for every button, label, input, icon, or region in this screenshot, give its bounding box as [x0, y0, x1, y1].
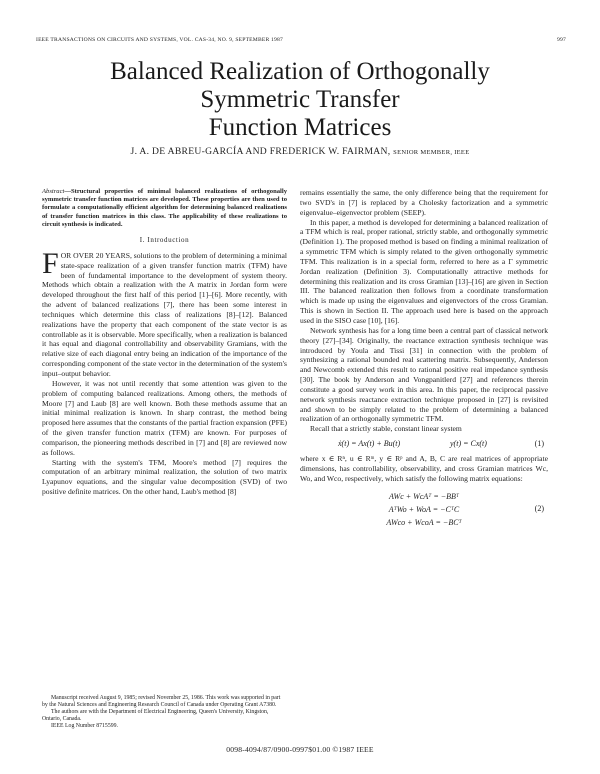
- footnote: [42, 695, 287, 730]
- intro-paragraph-1-text: OR OVER 20 YEARS, solutions to the problem of determining a minimal state-space realization of a given transfer function matrix (TFM) have been of fundamental importance to the development of system theory. Methods which obtain a realization with the A matrix in Jordan form were developed throughout the first half of this period [1]–[6]. More recently, with the advent of balanced realizations [7], there has been some interest in techniques which determine this class of realizations [8]–[12]. Balanced realizations have the property that each component of the state vector is as controllable as it is observable. More specifically, when a realization is balanced it has equal and diagonal controllability and observability Gramians, with the relative size of each diagonal entry being an indication of the importance of the corresponding component of the state vector in the determination of the system's input–output behavior.: [42, 250, 287, 378]
- section-heading-introduction: I. Introduction: [139, 236, 190, 245]
- right-paragraph-4: Recall that a strictly stable, constant linear system: [310, 424, 462, 434]
- journal-header: IEEE TRANSACTIONS ON CIRCUITS AND SYSTEMS, VOL. CAS-34, NO. 9, SEPTEMBER 1987: [36, 37, 284, 43]
- abstract-text: —Structural properties of minimal balanced realizations of orthogonally symmetric transfer function matrices are developed. These properties are then used to formulate a computationally efficient algorithm for determining balanced realizations of transfer function matrices in this class. The applicability of these realizations to circuit synthesis is indicated.: [42, 188, 287, 228]
- abstract: [42, 188, 287, 229]
- equation-1: [300, 434, 548, 454]
- right-paragraph-1: remains essentially the same, the only difference being that the requirement for two SVD's in [7] is replaced by a Cholesky factorization and a symmetric eigenvalue–eigenvector problem (SEEP).: [300, 188, 548, 217]
- equation-2-controllability: AWc + WcAᵀ = −BBᵀ: [388, 491, 460, 501]
- equation-1-state: ẋ(t) = Ax(t) + Bu(t): [338, 439, 401, 449]
- intro-paragraph-3: Starting with the system's TFM, Moore's method [7] requires the computation of an arbitrary minimal realization, the solution of two matrix Lyapunov equations, and the singular value decomposition (SVD) of two positive definite matrices. On the other hand, Laub's method [8]: [42, 457, 287, 497]
- intro-paragraph-2: However, it was not until recently that some attention was given to the problem of computing balanced realizations. Among others, the methods of Moore [7] and Laub [8] are well known. Both these methods assume that an initial minimal realization is known. In sharp contrast, the method being proposed here assumes that the constants of the partial fraction expansion (PFE) of the given transfer function matrix (TFM) are known. For purposes of comparison, the pioneering methods described in [7] and [8] are reviewed now as follows.: [42, 378, 287, 457]
- right-column: [300, 188, 548, 529]
- left-column: [42, 188, 287, 497]
- equation-1-number: (1): [534, 439, 544, 449]
- equation-2-number: (2): [534, 503, 544, 513]
- title-line-2: Symmetric Transfer: [200, 86, 400, 113]
- right-paragraph-2: In this paper, a method is developed for determining a balanced realization of a TFM which is real, proper rational, strictly stable, and orthogonally symmetric (Definition 1). The proposed method is based on finding a minimal realization of a symmetric TFM which is simply related to the given orthogonally symmetric TFM. This realization is in a special form, referred to here as a Γ symmetric Jordan realization (Definition 3). Computationally attractive methods for determining this realization and its cross Gramian [13]–[16] are given in Section III. The balanced realization then follows from a coordinate transformation which is made up using the eigenvalues and eigenvectors of the cross Gramian. This is shown in Section II. The approach used here is based on the approach used in the SISO case [10], [16].: [300, 217, 548, 325]
- footnote-affiliation: The authors are with the Department of Electrical Engineering, Queen's University, Kingston, Ontario, Canada.: [42, 709, 269, 722]
- author-line: [60, 146, 540, 157]
- footnote-manuscript: Manuscript received August 9, 1985; revised November 25, 1986. This work was supported in part by the Natural Sciences and Engineering Research Council of Canada under Operating Grant A7380.: [42, 695, 281, 708]
- equation-2-cross: AWco + WcoA = −BCᵀ: [386, 517, 462, 527]
- title-line-1: Balanced Realization of Orthogonally: [110, 58, 490, 85]
- equation-2-observability: AᵀWo + WoA = −CᵀC: [388, 504, 460, 514]
- running-head: [36, 37, 566, 43]
- right-paragraph-3: Network synthesis has for a long time been a central part of classical network theory [27]–[34]. Originally, the reactance extraction synthesis technique was introduced by Youla and Tissi [31] in connection with the problem of synthesizing a rational bounded real scattering matrix. Subsequently, Anderson and Newcomb extended this result to rational positive real impedance synthesis [30]. The book by Anderson and Vongpanitlerd [27] and references therein constitute a good survey work in this area. In this paper, the reciprocal passive network synthesis reactance extraction technique proposed in [27] is revisited and shown to be simply related to the problem of determining a balanced realization of an orthogonally symmetric TFM.: [300, 325, 548, 424]
- equation-1-output: y(t) = Cx(t): [450, 439, 487, 449]
- page-number: 997: [557, 37, 566, 43]
- copyright-footer: 0098-4094/87/0900-0997$01.00 ©1987 IEEE: [226, 745, 374, 754]
- title-line-3: Function Matrices: [208, 114, 392, 141]
- footnote-log-number: IEEE Log Number 8715599.: [51, 723, 118, 729]
- author-membership: SENIOR MEMBER, IEEE: [393, 149, 470, 156]
- equation-2: [300, 490, 548, 529]
- drop-cap: F: [42, 246, 59, 280]
- right-paragraph-5: where x ∈ Rⁿ, u ∈ Rᵐ, y ∈ Rᵖ and A, B, C are real matrices of appropriate dimensions, has controllability, observability, and cross Gramian matrices Wc, Wo, and Wco, respectively, which satisfy the following matrix equations:: [300, 454, 548, 483]
- intro-paragraph-1: [42, 246, 287, 379]
- paper-title: [60, 58, 540, 142]
- abstract-label: Abstract: [42, 188, 65, 195]
- author-names: J. A. DE ABREU-GARCÍA AND FREDERICK W. FAIRMAN,: [130, 146, 391, 157]
